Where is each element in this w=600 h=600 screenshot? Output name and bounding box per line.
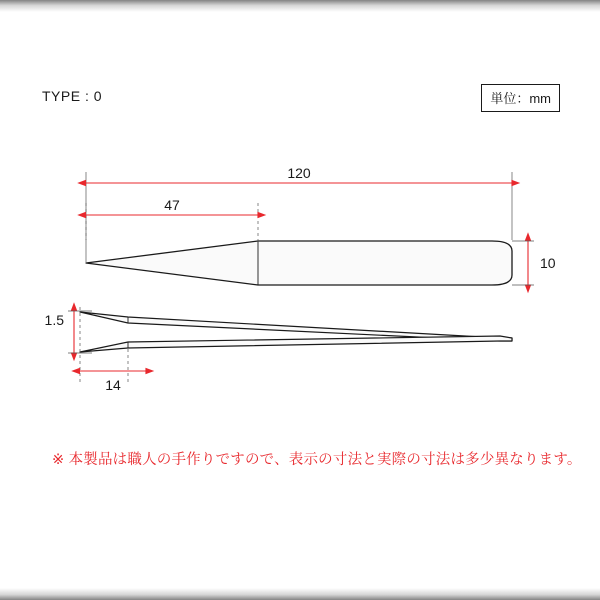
dimension-thickness-label: 1.5 [44, 312, 64, 328]
dimension-width [512, 241, 556, 285]
side-view-outline [80, 312, 512, 352]
dimension-thickness [45, 311, 92, 353]
dimension-overall-length [86, 165, 512, 183]
dimension-tip-length [80, 371, 146, 393]
dimension-taper-length [86, 197, 258, 215]
unit-badge: 単位：mm [481, 84, 560, 112]
dimension-taper-length-label: 47 [164, 197, 180, 213]
dimension-overall-length-label: 120 [287, 165, 311, 181]
disclaimer-note: ※ 本製品は職人の手作りですので、表示の寸法と実際の寸法は多少異なります。 [52, 452, 582, 468]
dimension-width-label: 10 [540, 255, 556, 271]
top-view-outline [86, 241, 512, 285]
dimension-tip-length-label: 14 [105, 377, 121, 393]
type-label: TYPE : 0 [42, 88, 103, 104]
